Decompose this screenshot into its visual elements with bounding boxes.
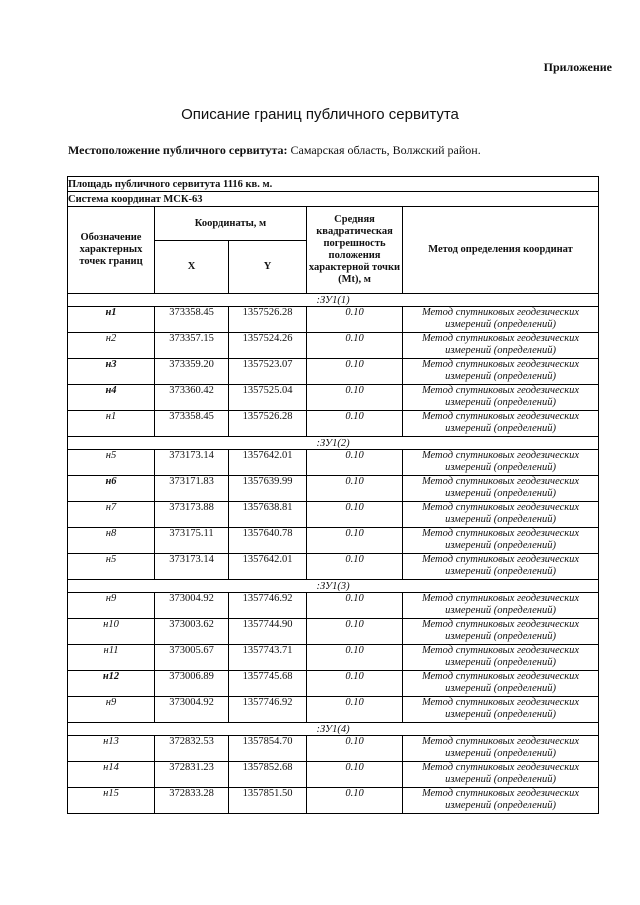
method-line-2: измерений (определений) (445, 462, 556, 473)
point-name: н5 (68, 554, 155, 580)
header-y: Y (229, 241, 307, 294)
method-line-1: Метод спутниковых геодезических (421, 385, 580, 396)
table-row (68, 619, 599, 645)
section-label: :ЗУ1(3) (68, 580, 599, 593)
header-coordinates: Координаты, м (155, 207, 307, 241)
method-line-1: Метод спутниковых геодезических (421, 476, 580, 487)
table-row (68, 593, 599, 619)
table-row (68, 307, 599, 333)
method-line-2: измерений (определений) (445, 566, 556, 577)
error-value: 0.10 (307, 645, 403, 671)
coord-y: 1357642.01 (229, 450, 307, 476)
error-value: 0.10 (307, 528, 403, 554)
coord-y: 1357639.99 (229, 476, 307, 502)
method-line-2: измерений (определений) (445, 371, 556, 382)
location-label: Местоположение публичного сервитута: (68, 143, 288, 157)
method-line-1: Метод спутниковых геодезических (421, 411, 580, 422)
method-line-2: измерений (определений) (445, 631, 556, 642)
method-line-1: Метод спутниковых геодезических (421, 671, 580, 682)
section-label: :ЗУ1(1) (68, 294, 599, 307)
method-line-2: измерений (определений) (445, 397, 556, 408)
coord-x: 373175.11 (155, 528, 229, 554)
method-line-1: Метод спутниковых геодезических (421, 788, 580, 799)
point-name: н6 (68, 476, 155, 502)
error-value: 0.10 (307, 307, 403, 333)
document-title: Описание границ публичного сервитута (181, 106, 459, 123)
location-line (68, 143, 481, 158)
error-value: 0.10 (307, 593, 403, 619)
coordinates-table (67, 176, 599, 814)
coord-y: 1357640.78 (229, 528, 307, 554)
coord-x: 373358.45 (155, 411, 229, 437)
point-name: н1 (68, 307, 155, 333)
coord-y: 1357851.50 (229, 788, 307, 814)
location-value: Самарская область, Волжский район. (290, 143, 481, 157)
method-line-1: Метод спутниковых геодезических (421, 645, 580, 656)
table-row (68, 450, 599, 476)
coord-x: 373003.62 (155, 619, 229, 645)
coord-x: 372832.53 (155, 736, 229, 762)
table-row (68, 736, 599, 762)
coord-y: 1357524.26 (229, 333, 307, 359)
point-name: н13 (68, 736, 155, 762)
coord-x: 372831.23 (155, 762, 229, 788)
header-x: X (155, 241, 229, 294)
point-name: н5 (68, 450, 155, 476)
error-value: 0.10 (307, 385, 403, 411)
point-name: н11 (68, 645, 155, 671)
table-row (68, 411, 599, 437)
method-line-2: измерений (определений) (445, 319, 556, 330)
method-line-1: Метод спутниковых геодезических (421, 554, 580, 565)
method-cell (403, 554, 599, 580)
method-line-1: Метод спутниковых геодезических (421, 359, 580, 370)
point-name: н9 (68, 697, 155, 723)
method-cell (403, 450, 599, 476)
table-row (68, 528, 599, 554)
method-cell (403, 385, 599, 411)
method-cell (403, 359, 599, 385)
method-cell (403, 736, 599, 762)
method-line-2: измерений (определений) (445, 657, 556, 668)
coord-y: 1357525.04 (229, 385, 307, 411)
method-line-1: Метод спутниковых геодезических (421, 450, 580, 461)
table-row (68, 645, 599, 671)
area-row: Площадь публичного сервитута 1116 кв. м. (68, 177, 599, 192)
coord-system-row: Система координат МСК-63 (68, 192, 599, 207)
coord-y: 1357745.68 (229, 671, 307, 697)
error-value: 0.10 (307, 619, 403, 645)
method-cell (403, 333, 599, 359)
method-line-1: Метод спутниковых геодезических (421, 697, 580, 708)
coord-x: 373173.14 (155, 450, 229, 476)
error-value: 0.10 (307, 502, 403, 528)
method-line-1: Метод спутниковых геодезических (421, 619, 580, 630)
error-value: 0.10 (307, 476, 403, 502)
error-value: 0.10 (307, 554, 403, 580)
method-line-1: Метод спутниковых геодезических (421, 502, 580, 513)
method-line-2: измерений (определений) (445, 488, 556, 499)
error-value: 0.10 (307, 333, 403, 359)
table-row (68, 671, 599, 697)
error-value: 0.10 (307, 788, 403, 814)
method-cell (403, 645, 599, 671)
coord-y: 1357526.28 (229, 411, 307, 437)
method-line-2: измерений (определений) (445, 709, 556, 720)
point-name: н8 (68, 528, 155, 554)
method-line-2: измерений (определений) (445, 345, 556, 356)
coord-y: 1357852.68 (229, 762, 307, 788)
table-row (68, 359, 599, 385)
method-cell (403, 619, 599, 645)
coord-y: 1357642.01 (229, 554, 307, 580)
method-line-1: Метод спутниковых геодезических (421, 736, 580, 747)
method-line-2: измерений (определений) (445, 540, 556, 551)
coord-x: 372833.28 (155, 788, 229, 814)
method-cell (403, 307, 599, 333)
coord-y: 1357744.90 (229, 619, 307, 645)
method-cell (403, 762, 599, 788)
coord-y: 1357746.92 (229, 697, 307, 723)
table-row (68, 385, 599, 411)
method-cell (403, 502, 599, 528)
coord-x: 373005.67 (155, 645, 229, 671)
point-name: н14 (68, 762, 155, 788)
coord-y: 1357523.07 (229, 359, 307, 385)
table-row (68, 697, 599, 723)
method-line-2: измерений (определений) (445, 800, 556, 811)
method-cell (403, 671, 599, 697)
method-cell (403, 476, 599, 502)
point-name: н15 (68, 788, 155, 814)
method-cell (403, 593, 599, 619)
method-line-2: измерений (определений) (445, 748, 556, 759)
table-row (68, 762, 599, 788)
section-label: :ЗУ1(2) (68, 437, 599, 450)
point-name: н7 (68, 502, 155, 528)
table-row (68, 476, 599, 502)
coord-y: 1357743.71 (229, 645, 307, 671)
table-row (68, 788, 599, 814)
method-line-2: измерений (определений) (445, 774, 556, 785)
method-line-2: измерений (определений) (445, 423, 556, 434)
coord-y: 1357526.28 (229, 307, 307, 333)
method-cell (403, 697, 599, 723)
coord-x: 373006.89 (155, 671, 229, 697)
error-value: 0.10 (307, 736, 403, 762)
error-value: 0.10 (307, 359, 403, 385)
error-value: 0.10 (307, 671, 403, 697)
coord-y: 1357638.81 (229, 502, 307, 528)
point-name: н4 (68, 385, 155, 411)
error-value: 0.10 (307, 697, 403, 723)
section-label: :ЗУ1(4) (68, 723, 599, 736)
coord-x: 373173.88 (155, 502, 229, 528)
header-method: Метод определения координат (403, 207, 599, 294)
point-name: н10 (68, 619, 155, 645)
method-line-1: Метод спутниковых геодезических (421, 593, 580, 604)
error-value: 0.10 (307, 411, 403, 437)
coord-y: 1357746.92 (229, 593, 307, 619)
method-line-1: Метод спутниковых геодезических (421, 307, 580, 318)
coord-x: 373171.83 (155, 476, 229, 502)
table-row (68, 554, 599, 580)
point-name: н1 (68, 411, 155, 437)
coord-x: 373173.14 (155, 554, 229, 580)
method-cell (403, 411, 599, 437)
method-cell (403, 528, 599, 554)
method-line-1: Метод спутниковых геодезических (421, 762, 580, 773)
point-name: н3 (68, 359, 155, 385)
point-name: н12 (68, 671, 155, 697)
method-line-1: Метод спутниковых геодезических (421, 333, 580, 344)
method-line-2: измерений (определений) (445, 605, 556, 616)
appendix-label: Приложение (543, 60, 612, 74)
point-name: н9 (68, 593, 155, 619)
table-row (68, 502, 599, 528)
point-name: н2 (68, 333, 155, 359)
coord-x: 373004.92 (155, 593, 229, 619)
coord-x: 373358.45 (155, 307, 229, 333)
method-line-2: измерений (определений) (445, 514, 556, 525)
coord-x: 373004.92 (155, 697, 229, 723)
error-value: 0.10 (307, 762, 403, 788)
header-designation: Обозначение характерных точек границ (68, 207, 155, 294)
method-line-2: измерений (определений) (445, 683, 556, 694)
error-value: 0.10 (307, 450, 403, 476)
method-line-1: Метод спутниковых геодезических (421, 528, 580, 539)
method-cell (403, 788, 599, 814)
coord-x: 373357.15 (155, 333, 229, 359)
coord-x: 373360.42 (155, 385, 229, 411)
header-error: Средняя квадратическая погрешность положения характерной точки (Mt), м (307, 207, 403, 294)
coord-x: 373359.20 (155, 359, 229, 385)
coord-y: 1357854.70 (229, 736, 307, 762)
table-row (68, 333, 599, 359)
